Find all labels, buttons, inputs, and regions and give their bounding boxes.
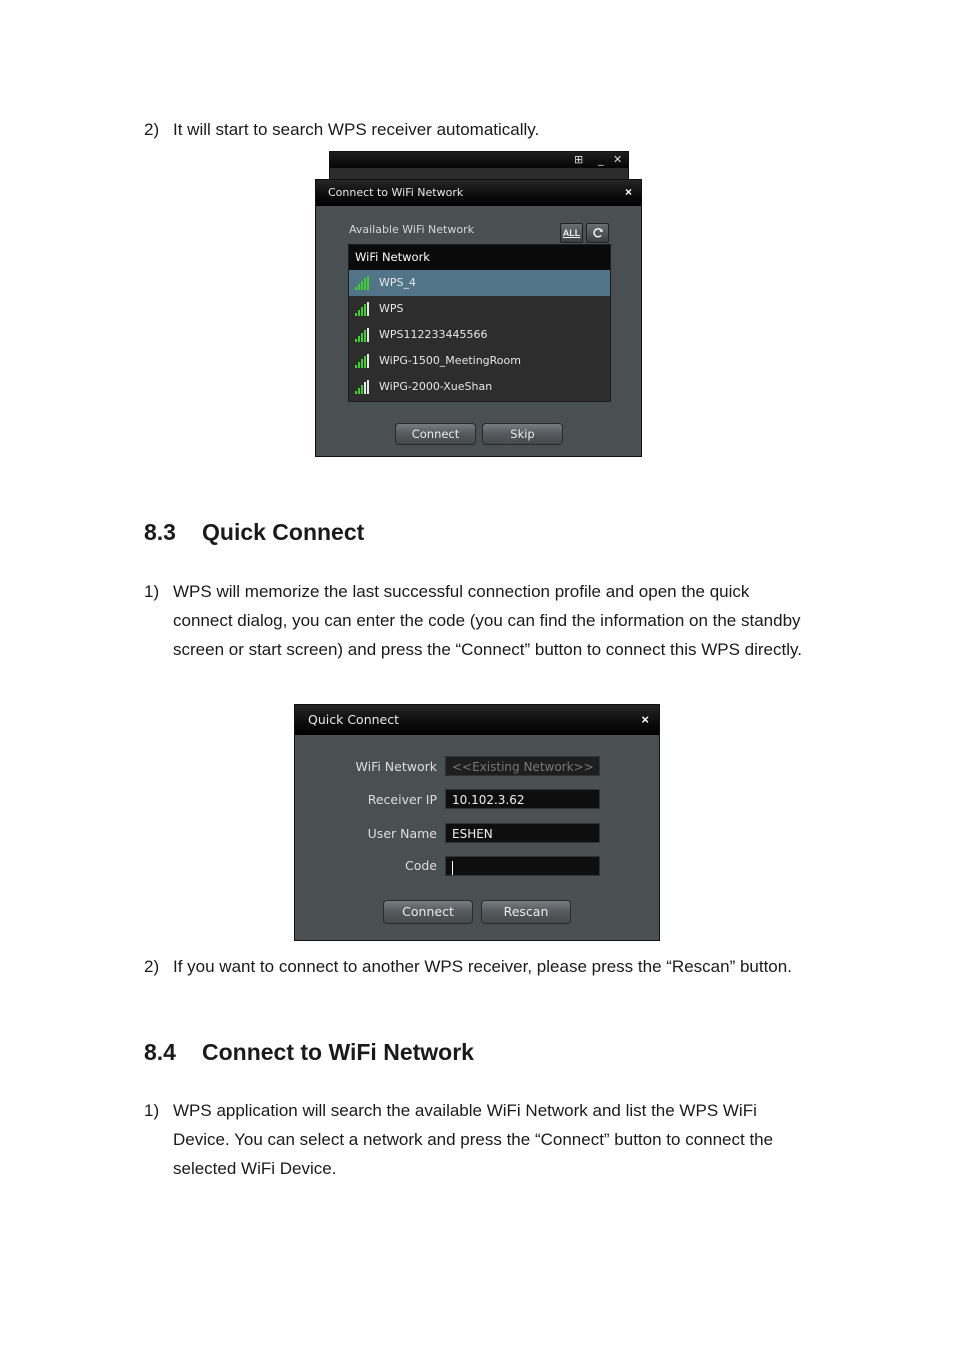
section-number: 8.3 [144, 519, 176, 545]
rescan-button[interactable]: Rescan [481, 900, 571, 924]
connect-button[interactable]: Connect [395, 423, 476, 445]
show-all-button[interactable]: ALL [560, 223, 583, 243]
signal-icon [355, 328, 371, 342]
dialog-titlebar [295, 705, 659, 735]
receiver-ip-field[interactable]: 10.102.3.62 [445, 789, 600, 809]
dialog-title: Connect to WiFi Network [328, 186, 464, 199]
connect-button[interactable]: Connect [383, 900, 473, 924]
list-item[interactable]: WPS112233445566 [349, 322, 610, 348]
section-number: 8.4 [144, 1039, 176, 1065]
receiver-ip-label: Receiver IP [367, 792, 437, 807]
dialog-titlebar [316, 180, 641, 206]
list-header: WiFi Network [349, 245, 610, 270]
background-window-titlebar [330, 152, 628, 168]
signal-icon [355, 354, 371, 368]
wifi-network-field[interactable]: <<Existing Network>> [445, 756, 600, 776]
refresh-icon [592, 227, 604, 239]
step-text: If you want to connect to another WPS receiver, please press the “Rescan” button. [173, 957, 792, 976]
close-icon[interactable]: ✕ [613, 153, 623, 166]
step-text: WPS will memorize the last successful connection profile and open the quick connect dialog, you can enter the code (you can find the information on the standby screen or start screen) and press the “Connect” button to connect this WPS directly. [173, 582, 802, 659]
section-title: Quick Connect [202, 519, 365, 545]
section-heading [144, 1039, 474, 1066]
minimize-icon[interactable]: _ [598, 153, 604, 166]
signal-icon [355, 380, 371, 394]
section-title: Connect to WiFi Network [202, 1039, 474, 1065]
close-icon[interactable]: × [641, 712, 649, 727]
text-caret [452, 861, 453, 875]
wifi-network-list [348, 244, 611, 402]
section-heading [144, 519, 364, 546]
user-name-field[interactable]: ESHEN [445, 823, 600, 843]
list-item[interactable]: WiPG-1500_MeetingRoom [349, 348, 610, 374]
signal-icon [355, 302, 371, 316]
restore-icon[interactable]: ⊞ [574, 153, 584, 166]
user-name-label: User Name [367, 826, 437, 841]
code-label: Code [404, 858, 437, 873]
step-number: 1) [144, 1101, 160, 1120]
wifi-network-dialog [315, 179, 642, 457]
dialog-title: Quick Connect [308, 712, 400, 727]
step-text: It will start to search WPS receiver automatically. [173, 120, 540, 139]
available-wifi-label: Available WiFi Network [349, 223, 474, 236]
signal-icon [355, 276, 371, 290]
step-number: 2) [144, 957, 160, 976]
list-item[interactable]: WPS [349, 296, 610, 322]
step-number: 2) [144, 120, 160, 139]
step-text: WPS application will search the available WiFi Network and list the WPS WiFi Device. You can select a network and press the “Connect” button to connect the selected WiFi Device. [173, 1101, 774, 1178]
wifi-network-label: WiFi Network [355, 759, 437, 774]
close-icon[interactable]: × [624, 185, 632, 199]
skip-button[interactable]: Skip [482, 423, 563, 445]
list-item[interactable]: WiPG-2000-XueShan [349, 374, 610, 400]
list-item[interactable]: WPS_4 [349, 270, 610, 296]
code-field[interactable] [445, 856, 600, 876]
refresh-button[interactable] [586, 223, 609, 243]
quick-connect-dialog [294, 704, 660, 941]
step-number: 1) [144, 582, 160, 601]
